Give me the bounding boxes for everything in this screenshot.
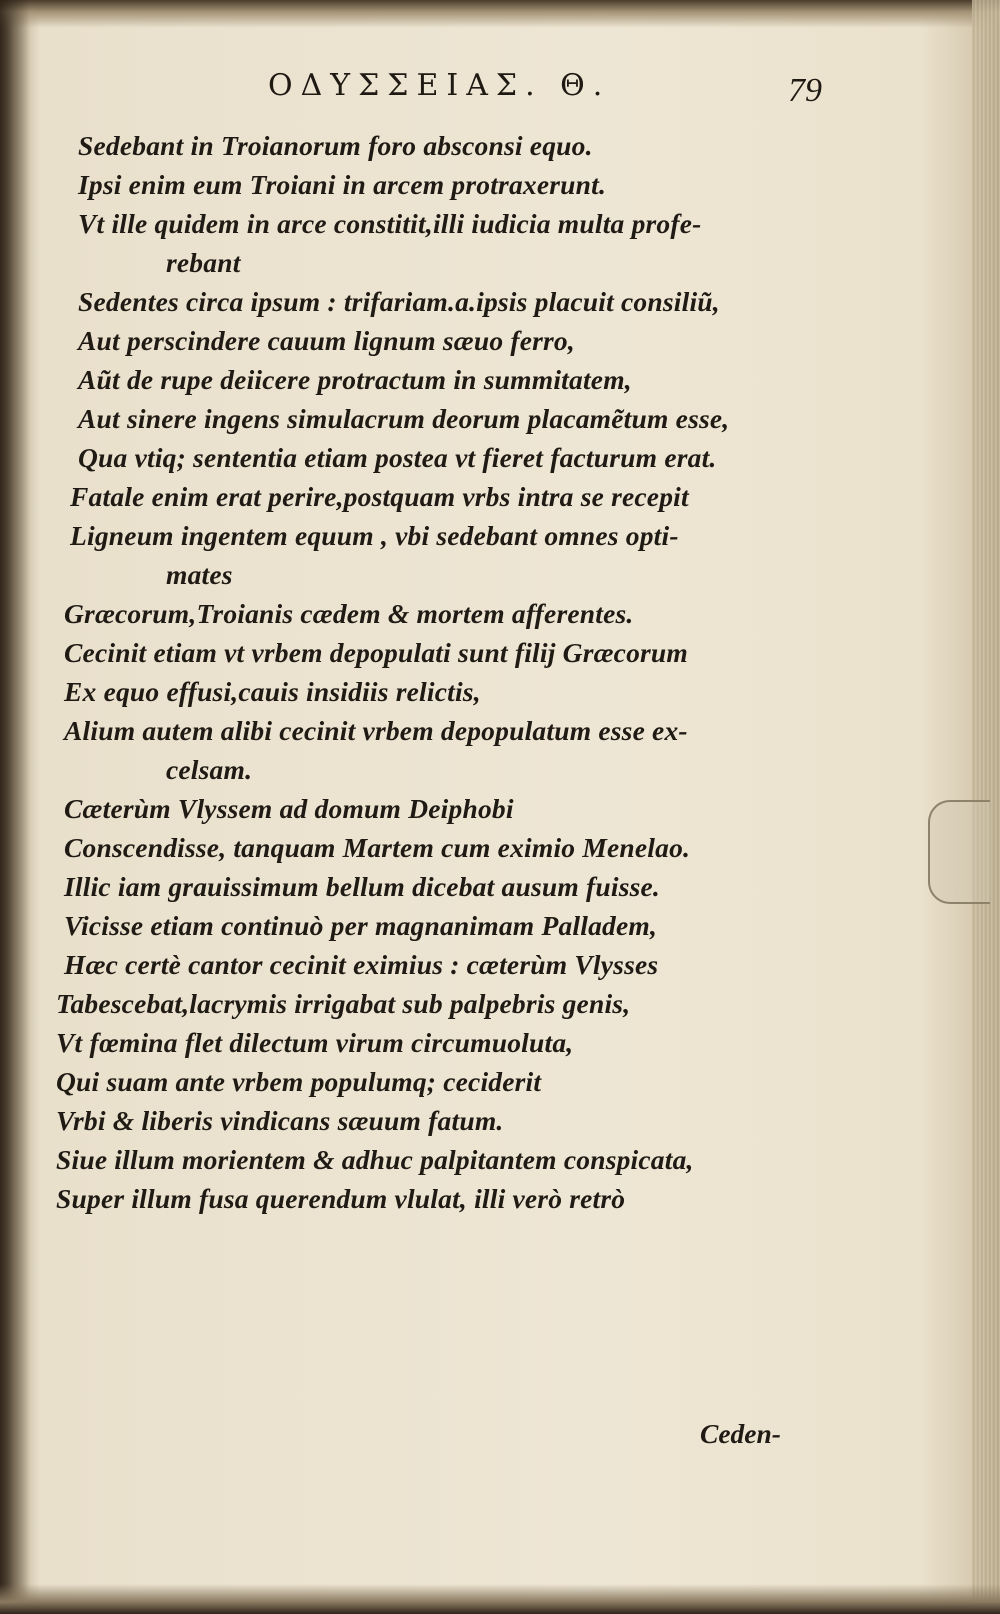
text-line: Vt fœmina flet dilectum virum circumuoluta, [56,1027,574,1058]
text-line: Conscendisse, tanquam Martem cum eximio Menelao. [64,832,691,863]
text-block [56,126,856,1218]
text-line: Ligneum ingentem equum , vbi sedebant omnes opti- [70,520,679,551]
text-line: Tabescebat,lacrymis irrigabat sub palpebris genis, [56,988,631,1019]
text-line: Græcorum,Troianis cædem & mortem afferentes. [64,598,634,629]
text-line: Alium autem alibi cecinit vrbem depopulatum esse ex- [64,715,688,746]
text-line: Cecinit etiam vt vrbem depopulati sunt filij Græcorum [64,637,689,668]
text-line: Qua vtiq; sententia etiam postea vt fieret facturum erat. [78,442,717,473]
text-line: Vt ille quidem in arce constitit,illi iudicia multa profe- [78,208,702,239]
text-line: Illic iam grauissimum bellum dicebat ausum fuisse. [64,871,660,902]
text-line-continuation: rebant [166,247,241,278]
text-line: Fatale enim erat perire,postquam vrbs intra se recepit [70,481,689,512]
running-head: ΟΔΥΣΣΕΙΑΣ. Θ. [268,68,611,103]
page-top-edge [0,0,1000,28]
text-line: Sedebant in Troianorum foro absconsi equo. [78,130,593,161]
text-line: Aut sinere ingens simulacrum deorum placamẽtum esse, [78,403,730,434]
text-line: Ipsi enim eum Troiani in arcem protraxerunt. [78,169,607,200]
text-line-continuation: celsam. [166,754,253,785]
text-line: Aut perscindere cauum lignum sæuo ferro, [78,325,575,356]
page-bottom-edge [0,1584,1000,1614]
text-line: Cæterùm Vlyssem ad domum Deiphobi [64,793,514,824]
gutter-shadow [0,0,30,1614]
page-number: 79 [788,72,822,109]
text-line: Super illum fusa querendum vlulat, illi verò retrò [56,1183,626,1214]
catchword: Ceden- [700,1418,781,1449]
text-line: Aũt de rupe deiicere protractum in summitatem, [78,364,632,395]
text-line: Qui suam ante vrbem populumq; ceciderit [56,1066,542,1097]
text-line: Vrbi & liberis vindicans sæuum fatum. [56,1105,504,1136]
text-line: Hæc certè cantor cecinit eximius : cæterùm Vlysses [64,949,659,980]
text-line-continuation: mates [166,559,233,590]
text-line: Vicisse etiam continuò per magnanimam Palladem, [64,910,658,941]
text-line: Sedentes circa ipsum : trifariam.a.ipsis placuit consiliũ, [78,286,720,317]
text-line: Ex equo effusi,cauis insidiis relictis, [64,676,481,707]
page-header [0,68,1000,118]
clip-tab [928,800,990,904]
text-line: Siue illum morientem & adhuc palpitantem conspicata, [56,1144,694,1175]
